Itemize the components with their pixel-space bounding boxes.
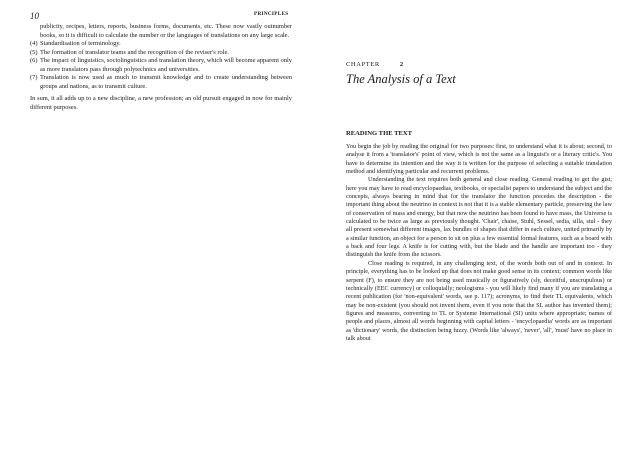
right-page [319,0,638,472]
left-page-body [30,23,292,112]
list-item [30,74,292,91]
summary-paragraph: In sum, it all adds up to a new discipline, a new profession; an old pursuit engaged in now for mainly different purposes. [30,95,292,111]
list-item [30,40,292,49]
running-head: PRINCIPLES [254,11,289,17]
right-page-body [346,143,612,343]
continuation-paragraph: publicity, recipes, letters, reports, business forms, documents, etc. These now vastly outnumber books, so it is difficult to calculate the number or the languages of translations on any large scale. [40,23,292,39]
list-item-text: The formation of translator teams and the recognition of the reviser's role. [40,48,229,56]
chapter-title: The Analysis of a Text [346,72,456,86]
paragraph-1: You begin the job by reading the original for two purposes: first, to understand what it is about; second, to analyse it from a 'translator's' point of view, which is not the same as a linguist's or a literary critic's. You have to determine its intention and the way it is written for the purpose of selecting a suitable translation method and identifying particular and recurrent problems. [346,143,612,176]
chapter-word: CHAPTER [346,61,380,68]
paragraph-3: Close reading is required, in any challenging text, of the words both out of and in context. In principle, everything has to be looked up that does not make good sense in its context; common words like serpent (F), to ensure they are not being used musically or figuratively (sly, deceitful, unscrupulous) or technically (EEC currency) or colloquially; neologisms - you will likely find many if you are translating a recent publication (for 'non-equivalent' words, see p. 117); acronyms, to find their TL equivalents, which may be non-existent (you should not invent them, even if you note that the SL author has invented them); figures and measures, converting to TL or Systeme International (SI) units where appropriate; names of people and places, almost all words beginning with capital letters - 'encyclopaedia' words are as important as 'dictionary' words, the distinction being fuzzy. (Words like 'always', 'never', 'all', 'must' have no place in talk about [346,259,612,342]
chapter-number: 2 [399,61,404,68]
chapter-label [346,61,404,68]
list-item [30,57,292,74]
list-item-number: (5) [30,48,38,56]
list-item-text: Translation is now used as much to transmit knowledge and to create understanding between groups and nations, as to transmit culture. [40,74,292,90]
list-item-number: (4) [30,40,38,47]
section-heading: READING THE TEXT [346,130,413,137]
paragraph-2: Understanding the text requires both general and close reading. General reading to get the gist; here you may have to read encyclopaedias, textbooks, or specialist papers to understand the subject and the concepts, always bearing in mind that for the translator the function precedes the description - the important thing about the neutrino in context is not that it is a stable elementary particle, preserving the law of conservation of mass and energy, but that now the neutrino has been found to have mass, the Universe is calculated to be twice as large as previously thought. 'Chair', chaise, Stuhl, Sessel, sedia, silla, stul - they all present somewhat different images, lax bundles of shapes that differ in each culture, united primarily by a similar function, an object for a person to sit on plus a few essential formal features, such as a board with a back and four legs. A knife is for cutting with, but the blade and the handle are important too - they distinguish the knife from the scissors. [346,176,612,259]
page-number: 10 [30,11,39,21]
list-item-text: Standardisation of terminology. [40,40,121,47]
list-item-number: (7) [30,74,38,81]
list-item-text: The impact of linguistics, sociolinguistics and translation theory, which will become apparent only as more translators pass through polytechnics and universities. [40,57,292,73]
numbered-list [30,40,292,91]
list-item-number: (6) [30,57,38,64]
list-item [30,49,292,58]
